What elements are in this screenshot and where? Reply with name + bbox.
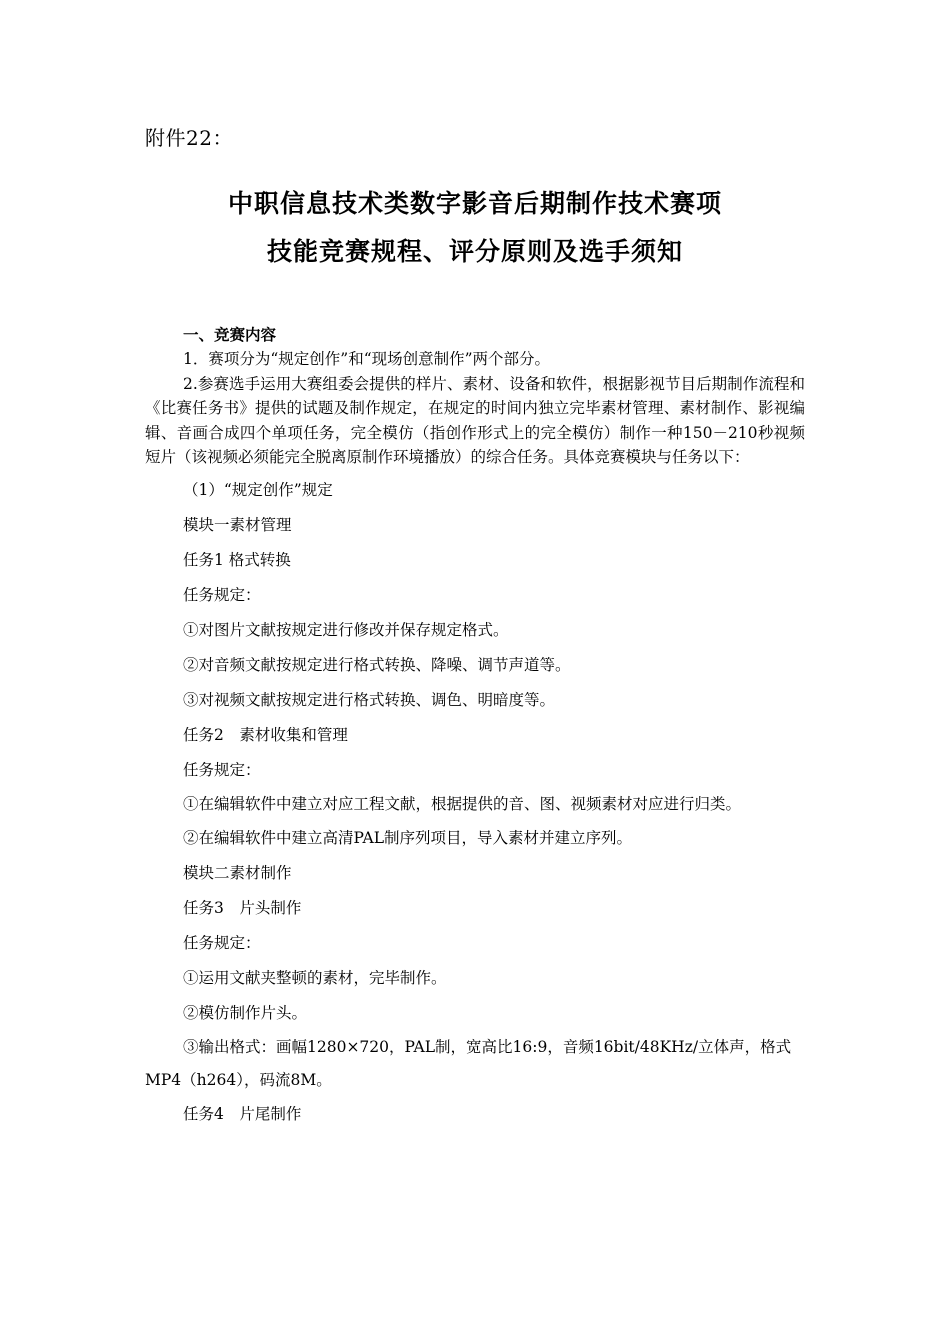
list-item: 任务规定：: [183, 760, 261, 779]
list-item: ②在编辑软件中建立高清PAL制序列项目，导入素材并建立序列。: [183, 828, 632, 847]
document-title-line-1: 中职信息技术类数字影音后期制作技术赛项: [227, 189, 722, 218]
list-item: ①在编辑软件中建立对应工程文献，根据提供的音、图、视频素材对应进行归类。: [183, 794, 742, 813]
list-item: （1）“规定创作”规定: [183, 480, 333, 499]
document-body: [145, 323, 805, 1132]
list-item: ①运用文献夹整顿的素材，完毕制作。: [183, 968, 447, 987]
section-heading: 一、竞赛内容: [183, 326, 277, 344]
list-item: 任务规定：: [183, 585, 261, 604]
attachment-label: 附件22：: [145, 126, 233, 150]
list-item: 任务规定：: [183, 933, 261, 952]
list-item: ②模仿制作片头。: [183, 1003, 308, 1022]
paragraph-2: 2.参赛选手运用大赛组委会提供的样片、素材、设备和软件，根据影视节目后期制作流程和《比赛任务书》提供的试题及制作规定，在规定的时间内独立完毕素材管理、素材制作、影视编辑、音画合成四个单项任务，完全模仿（指创作形式上的完全模仿）制作一种150－210秒视频短片（该视频必须能完全脱离原制作环境播放）的综合任务。具体竞赛模块与任务以下：: [145, 374, 805, 466]
list-item: ②对音频文献按规定进行格式转换、降噪、调节声道等。: [183, 655, 571, 674]
list-item: 任务3 片头制作: [183, 898, 302, 917]
list-item: 任务4 片尾制作: [183, 1104, 302, 1123]
list-item: 模块二素材制作: [183, 863, 292, 882]
list-item: ③对视频文献按规定进行格式转换、调色、明暗度等。: [183, 690, 556, 709]
document-title-line-2: 技能竞赛规程、评分原则及选手须知: [266, 237, 683, 266]
list-item: 任务2 素材收集和管理: [183, 725, 348, 744]
list-item: ①对图片文献按规定进行修改并保存规定格式。: [183, 620, 509, 639]
list-item: 任务1 格式转换: [183, 550, 291, 569]
list-item: 模块一素材管理: [183, 515, 292, 534]
paragraph-1: 1．赛项分为“规定创作”和“现场创意制作”两个部分。: [183, 350, 551, 368]
list-item: ③输出格式：画幅1280×720，PAL制，宽高比16:9，音频16bit/48KHz/立体声，格式MP4（h264），码流8M。: [145, 1037, 792, 1089]
